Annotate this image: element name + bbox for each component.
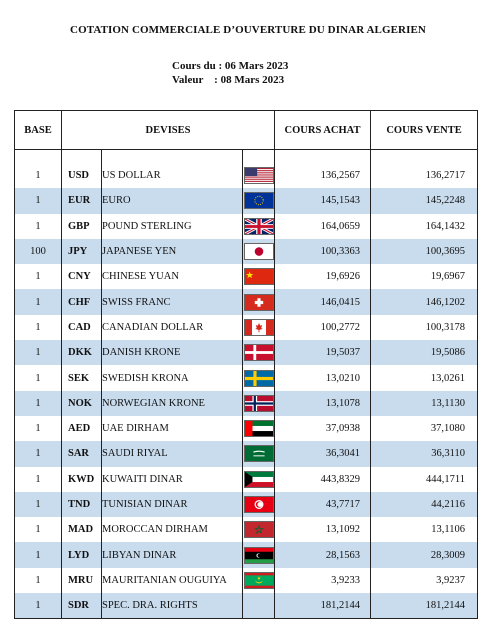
base-cell: 100 <box>15 239 62 264</box>
cours-achat-cell: 19,5037 <box>275 340 371 365</box>
eu-flag-icon <box>244 192 274 209</box>
table-row <box>15 441 478 466</box>
mauritania-flag-icon <box>244 572 274 589</box>
currency-name-cell: DANISH KRONE <box>102 340 243 365</box>
flag-cell <box>243 568 275 593</box>
kuwait-flag-icon <box>244 471 274 488</box>
table-row <box>15 542 478 567</box>
table-row <box>15 188 478 213</box>
flag-cell <box>243 517 275 542</box>
cours-vente-cell: 13,1130 <box>371 391 478 416</box>
flag-cell <box>243 315 275 340</box>
currency-code-cell: CNY <box>62 264 102 289</box>
currency-code-cell: DKK <box>62 340 102 365</box>
base-cell: 1 <box>15 568 62 593</box>
currency-name-cell: SPEC. DRA. RIGHTS <box>102 593 243 619</box>
currency-code-cell: JPY <box>62 239 102 264</box>
flag-cell <box>243 441 275 466</box>
flag-cell <box>243 163 275 188</box>
cours-vente-cell: 146,1202 <box>371 289 478 314</box>
header-devises: DEVISES <box>62 111 275 150</box>
base-cell: 1 <box>15 492 62 517</box>
currency-code-cell: NOK <box>62 391 102 416</box>
currency-code-cell: MAD <box>62 517 102 542</box>
cours-vente-cell: 28,3009 <box>371 542 478 567</box>
base-cell: 1 <box>15 163 62 188</box>
currency-code-cell: TND <box>62 492 102 517</box>
cours-achat-cell: 13,1078 <box>275 391 371 416</box>
currency-name-cell: SWISS FRANC <box>102 289 243 314</box>
switzerland-flag-icon <box>244 294 274 311</box>
table-row <box>15 416 478 441</box>
japan-flag-icon <box>244 243 274 260</box>
currency-name-cell: US DOLLAR <box>102 163 243 188</box>
cours-achat-cell: 146,0415 <box>275 289 371 314</box>
saudi-flag-icon <box>244 445 274 462</box>
base-cell: 1 <box>15 264 62 289</box>
currency-code-cell: MRU <box>62 568 102 593</box>
base-cell: 1 <box>15 542 62 567</box>
uae-flag-icon <box>244 420 274 437</box>
cours-vente-cell: 164,1432 <box>371 214 478 239</box>
table-row <box>15 568 478 593</box>
flag-cell <box>243 593 275 619</box>
currency-code-cell: LYD <box>62 542 102 567</box>
canada-flag-icon <box>244 319 274 336</box>
base-cell: 1 <box>15 289 62 314</box>
base-cell: 1 <box>15 441 62 466</box>
table-row <box>15 593 478 619</box>
currency-code-cell: USD <box>62 163 102 188</box>
header-cours-achat: COURS ACHAT <box>275 111 371 150</box>
document-title: COTATION COMMERCIALE D’OUVERTURE DU DINAR ALGERIEN <box>70 24 426 36</box>
cours-vente-cell: 19,6967 <box>371 264 478 289</box>
base-cell: 1 <box>15 365 62 390</box>
denmark-flag-icon <box>244 344 274 361</box>
header-base: BASE <box>15 111 62 150</box>
us-flag-icon <box>244 167 274 184</box>
header-cours-vente: COURS VENTE <box>371 111 478 150</box>
base-cell: 1 <box>15 593 62 619</box>
table-header-row <box>15 111 478 150</box>
cours-vente-cell: 13,1106 <box>371 517 478 542</box>
sweden-flag-icon <box>244 370 274 387</box>
base-cell: 1 <box>15 214 62 239</box>
cours-achat-cell: 164,0659 <box>275 214 371 239</box>
flag-cell <box>243 542 275 567</box>
cours-achat-cell: 181,2144 <box>275 593 371 619</box>
cours-achat-cell: 28,1563 <box>275 542 371 567</box>
cours-achat-cell: 13,0210 <box>275 365 371 390</box>
exchange-rate-table <box>14 110 478 619</box>
base-cell: 1 <box>15 188 62 213</box>
currency-name-cell: SAUDI RIYAL <box>102 441 243 466</box>
base-cell: 1 <box>15 517 62 542</box>
flag-cell <box>243 467 275 492</box>
table-row <box>15 467 478 492</box>
flag-cell <box>243 239 275 264</box>
currency-name-cell: MOROCCAN DIRHAM <box>102 517 243 542</box>
flag-cell <box>243 492 275 517</box>
norway-flag-icon <box>244 395 274 412</box>
currency-code-cell: CAD <box>62 315 102 340</box>
table-row <box>15 391 478 416</box>
flag-cell <box>243 264 275 289</box>
base-cell: 1 <box>15 315 62 340</box>
table-row <box>15 340 478 365</box>
date-block <box>172 59 288 87</box>
cours-date: Cours du : 06 Mars 2023 <box>172 60 289 72</box>
flag-cell <box>243 365 275 390</box>
cours-achat-cell: 136,2567 <box>275 163 371 188</box>
flag-cell <box>243 391 275 416</box>
tunisia-flag-icon <box>244 496 274 513</box>
cours-vente-cell: 13,0261 <box>371 365 478 390</box>
currency-name-cell: NORWEGIAN KRONE <box>102 391 243 416</box>
table-row <box>15 517 478 542</box>
table-row <box>15 289 478 314</box>
table-row <box>15 264 478 289</box>
cours-vente-cell: 181,2144 <box>371 593 478 619</box>
libya-flag-icon <box>244 547 274 564</box>
base-cell: 1 <box>15 416 62 441</box>
morocco-flag-icon <box>244 521 274 538</box>
currency-code-cell: AED <box>62 416 102 441</box>
cours-vente-cell: 37,1080 <box>371 416 478 441</box>
cours-achat-cell: 43,7717 <box>275 492 371 517</box>
uk-flag-icon <box>244 218 274 235</box>
currency-code-cell: SEK <box>62 365 102 390</box>
currency-code-cell: SDR <box>62 593 102 619</box>
cours-achat-cell: 3,9233 <box>275 568 371 593</box>
cours-vente-cell: 145,2248 <box>371 188 478 213</box>
currency-code-cell: SAR <box>62 441 102 466</box>
currency-code-cell: KWD <box>62 467 102 492</box>
cours-vente-cell: 3,9237 <box>371 568 478 593</box>
table-row <box>15 163 478 188</box>
cours-vente-cell: 444,1711 <box>371 467 478 492</box>
table-row <box>15 315 478 340</box>
spacer-row <box>15 150 478 164</box>
cours-achat-cell: 13,1092 <box>275 517 371 542</box>
flag-cell <box>243 214 275 239</box>
cours-achat-cell: 100,2772 <box>275 315 371 340</box>
table-row <box>15 365 478 390</box>
currency-code-cell: CHF <box>62 289 102 314</box>
currency-name-cell: CANADIAN DOLLAR <box>102 315 243 340</box>
table-row <box>15 214 478 239</box>
base-cell: 1 <box>15 391 62 416</box>
currency-name-cell: KUWAITI DINAR <box>102 467 243 492</box>
cours-achat-cell: 37,0938 <box>275 416 371 441</box>
currency-name-cell: LIBYAN DINAR <box>102 542 243 567</box>
flag-cell <box>243 188 275 213</box>
cours-achat-cell: 19,6926 <box>275 264 371 289</box>
cours-vente-cell: 100,3178 <box>371 315 478 340</box>
currency-name-cell: TUNISIAN DINAR <box>102 492 243 517</box>
base-cell: 1 <box>15 467 62 492</box>
currency-name-cell: JAPANESE YEN <box>102 239 243 264</box>
base-cell: 1 <box>15 340 62 365</box>
currency-name-cell: POUND STERLING <box>102 214 243 239</box>
currency-name-cell: EURO <box>102 188 243 213</box>
table-row <box>15 492 478 517</box>
cours-vente-cell: 136,2717 <box>371 163 478 188</box>
flag-cell <box>243 289 275 314</box>
cours-vente-cell: 19,5086 <box>371 340 478 365</box>
flag-cell <box>243 416 275 441</box>
valeur-date: Valeur : 08 Mars 2023 <box>172 74 285 86</box>
china-flag-icon <box>244 268 274 285</box>
currency-code-cell: GBP <box>62 214 102 239</box>
currency-name-cell: MAURITANIAN OUGUIYA <box>102 568 243 593</box>
cours-achat-cell: 145,1543 <box>275 188 371 213</box>
cours-achat-cell: 36,3041 <box>275 441 371 466</box>
cours-vente-cell: 36,3110 <box>371 441 478 466</box>
currency-code-cell: EUR <box>62 188 102 213</box>
cours-achat-cell: 443,8329 <box>275 467 371 492</box>
currency-name-cell: SWEDISH KRONA <box>102 365 243 390</box>
currency-name-cell: UAE DIRHAM <box>102 416 243 441</box>
cours-vente-cell: 44,2116 <box>371 492 478 517</box>
flag-cell <box>243 340 275 365</box>
table-row <box>15 239 478 264</box>
currency-name-cell: CHINESE YUAN <box>102 264 243 289</box>
cours-vente-cell: 100,3695 <box>371 239 478 264</box>
cours-achat-cell: 100,3363 <box>275 239 371 264</box>
